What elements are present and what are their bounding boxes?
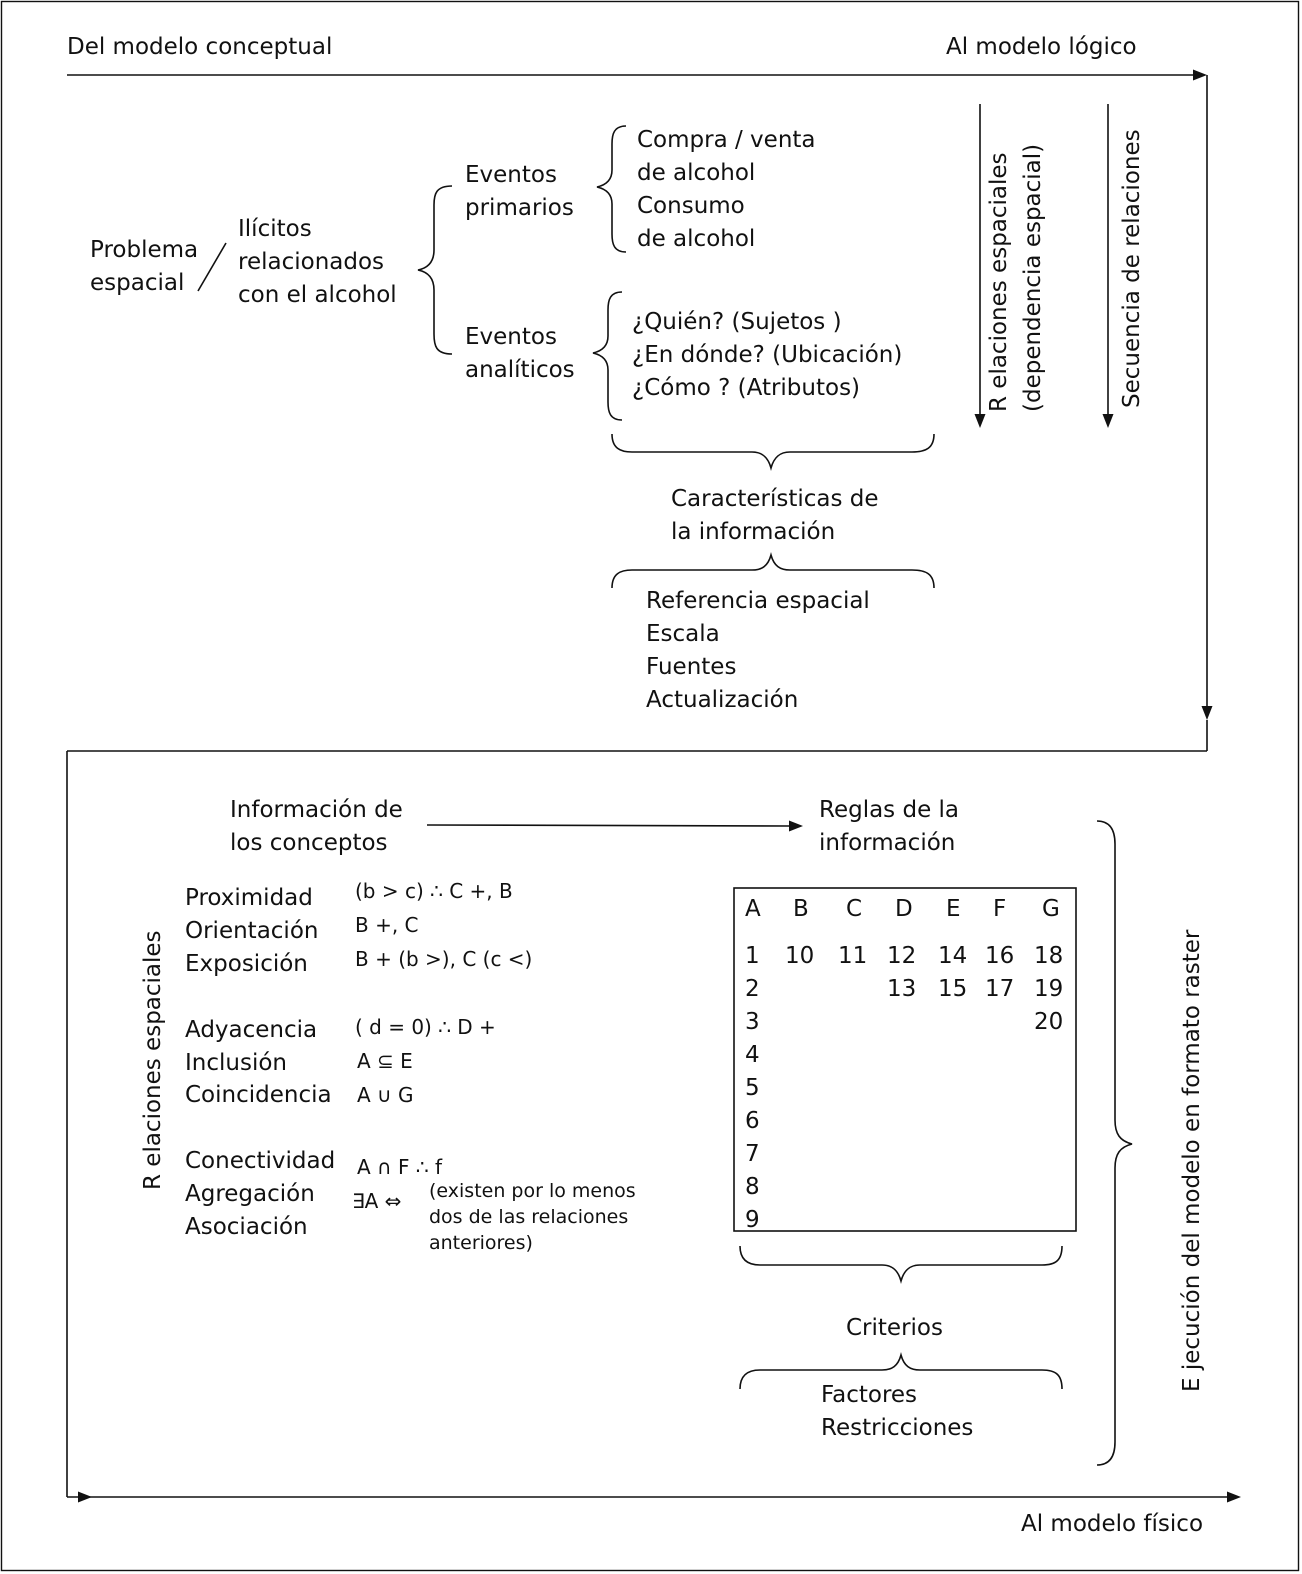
- relation-name: Adyacencia: [185, 1017, 318, 1043]
- relation-name: Proximidad: [185, 885, 313, 911]
- raster-table-cell: 18: [1034, 943, 1064, 969]
- problem-label: Problema espacial: [90, 237, 199, 296]
- raster-table-frame: [734, 888, 1076, 1231]
- criteria-items: Factores Restricciones: [821, 1382, 974, 1441]
- raster-table: [745, 896, 1063, 1233]
- illicit-label: Ilícitos relacionados con el alcohol: [238, 216, 397, 308]
- raster-table-header: C: [846, 896, 863, 922]
- relation-name: Agregación: [185, 1181, 315, 1207]
- raster-table-cell: 6: [745, 1108, 760, 1134]
- top-arrow-head: [1193, 70, 1207, 81]
- characteristics-brace: [612, 434, 934, 468]
- vertical-raster-execution: E jecución del modelo en formato raster: [1179, 929, 1205, 1392]
- raster-table-cell: 9: [745, 1207, 760, 1233]
- primary-events-label: Eventos primarios: [465, 162, 574, 221]
- raster-table-header: E: [946, 896, 961, 922]
- raster-table-header: A: [745, 896, 761, 922]
- raster-table-header: B: [793, 896, 809, 922]
- bottom-arrow-start-head: [78, 1492, 92, 1503]
- info-items: Referencia espacial Escala Fuentes Actualización: [646, 588, 870, 713]
- raster-table-cell: 1: [745, 943, 760, 969]
- relation-formula: A ⊆ E: [357, 1049, 413, 1073]
- relation-name: Coincidencia: [185, 1082, 332, 1108]
- raster-table-cell: 15: [938, 976, 968, 1002]
- info-characteristics-label: Características de la información: [671, 486, 879, 545]
- relation-name: Orientación: [185, 918, 319, 944]
- primary-brace: [597, 126, 626, 252]
- relation-formula: ∃A ⇔: [352, 1189, 402, 1213]
- right-down-arrow-head: [1202, 706, 1213, 720]
- concepts-to-rules-arrow-line: [427, 825, 790, 826]
- raster-table-header: F: [993, 896, 1007, 922]
- relation-name: Exposición: [185, 951, 308, 977]
- raster-table-header: G: [1042, 896, 1060, 922]
- relation-formula: A ∪ G: [357, 1083, 414, 1107]
- concepts-to-rules-arrow-head: [789, 821, 803, 832]
- raster-table-cell: 20: [1034, 1009, 1064, 1035]
- raster-table-cell: 8: [745, 1174, 760, 1200]
- to-logical-label: Al modelo lógico: [946, 34, 1137, 60]
- relation-formula: B + (b >), C (c <): [355, 947, 533, 971]
- raster-table-cell: 12: [887, 943, 917, 969]
- raster-table-cell: 3: [745, 1009, 760, 1035]
- main-brace: [418, 186, 452, 354]
- raster-table-cell: 19: [1034, 976, 1064, 1002]
- vertical-sequence-relations: Secuencia de relaciones: [1119, 129, 1145, 408]
- raster-table-cell: 13: [887, 976, 917, 1002]
- spatial-relations-arrow-head: [975, 414, 986, 428]
- analytic-items: ¿Quién? (Sujetos ) ¿En dónde? (Ubicación) ¿Cómo ? (Atributos): [632, 309, 903, 401]
- raster-table-cell: 4: [745, 1042, 760, 1068]
- relations-note: (existen por lo menos dos de las relaciones anteriores): [429, 1180, 636, 1254]
- relation-name: Conectividad: [185, 1148, 336, 1174]
- analytic-brace: [593, 292, 622, 420]
- from-conceptual-label: Del modelo conceptual: [67, 34, 333, 60]
- relation-name: Asociación: [185, 1214, 308, 1240]
- vertical-left-spatial-relations: R elaciones espaciales: [140, 930, 166, 1190]
- criteria-brace: [740, 1246, 1062, 1281]
- raster-table-cell: 2: [745, 976, 760, 1002]
- relation-formula: B +, C: [355, 913, 419, 937]
- to-physical-label: Al modelo físico: [1021, 1511, 1204, 1537]
- relation-name: Inclusión: [185, 1050, 287, 1076]
- info-rules-label: Reglas de la información: [819, 797, 960, 856]
- raster-table-cell: 11: [838, 943, 868, 969]
- relation-formula: A ∩ F ∴ f: [357, 1155, 443, 1179]
- raster-table-cell: 17: [985, 976, 1015, 1002]
- relation-formula: (b > c) ∴ C +, B: [355, 879, 513, 903]
- raster-table-cell: 10: [785, 943, 815, 969]
- raster-table-header: D: [895, 896, 913, 922]
- info-concepts-label: Información de los conceptos: [230, 797, 403, 856]
- execution-brace: [1097, 821, 1132, 1465]
- raster-table-cell: 7: [745, 1141, 760, 1167]
- primary-items: Compra / venta de alcohol Consumo de alcohol: [637, 127, 816, 252]
- raster-table-cell: 14: [938, 943, 968, 969]
- vertical-spatial-relations: R elaciones espaciales (dependencia espacial): [986, 143, 1046, 412]
- raster-table-cell: 5: [745, 1075, 760, 1101]
- analytic-events-label: Eventos analíticos: [465, 324, 575, 383]
- bottom-arrow-head: [1227, 1492, 1241, 1503]
- raster-table-cell: 16: [985, 943, 1015, 969]
- sequence-arrow-head: [1103, 414, 1114, 428]
- info-items-brace: [612, 555, 934, 588]
- criteria-label: Criterios: [846, 1315, 943, 1341]
- relation-formula: ( d = 0) ∴ D +: [355, 1015, 496, 1039]
